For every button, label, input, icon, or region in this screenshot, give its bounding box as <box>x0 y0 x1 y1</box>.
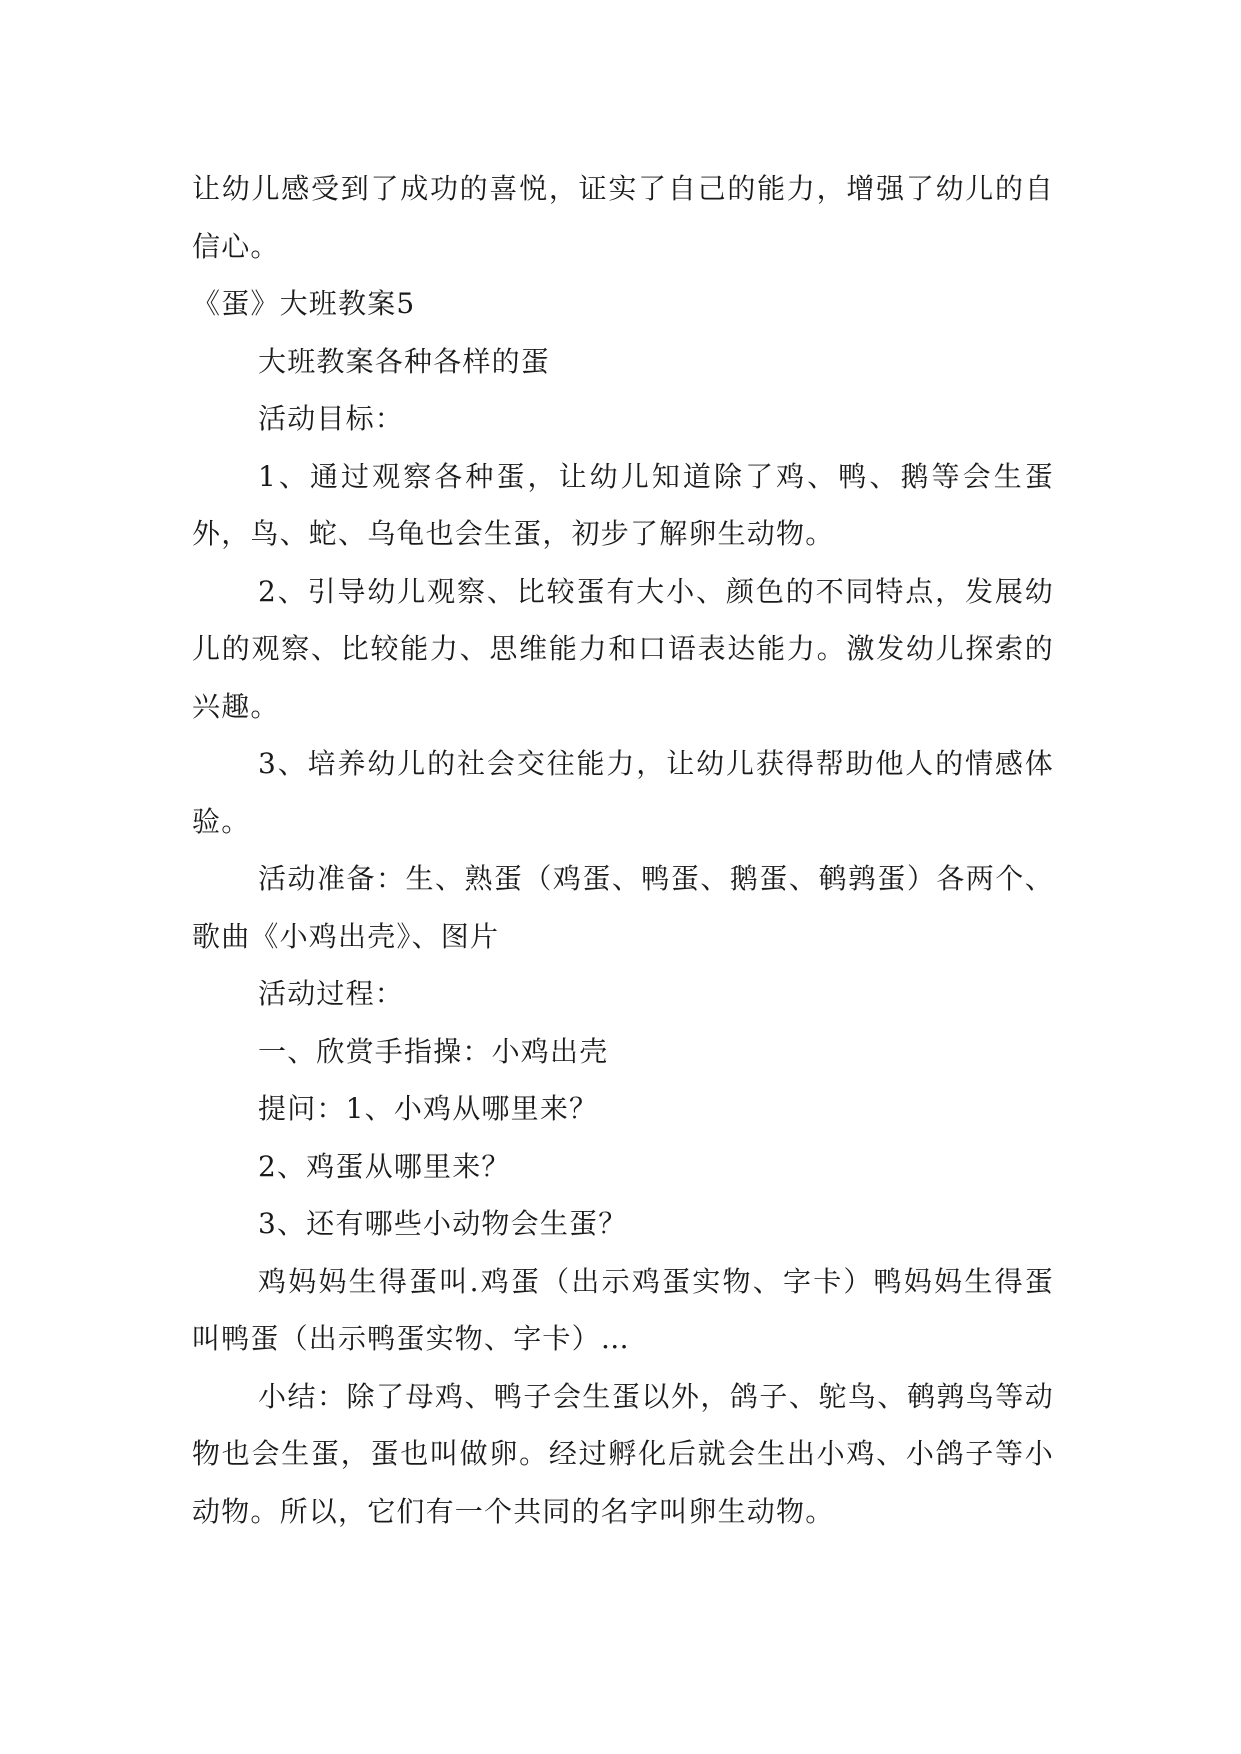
section-heading: 《蛋》大班教案5 <box>192 287 416 320</box>
question-2: 2、鸡蛋从哪里来？ <box>258 1149 511 1183</box>
objectives-heading: 活动目标： <box>258 402 405 435</box>
objective-1: 1、通过观察各种蛋，让幼儿知道除了鸡、鸭、鹅等会生蛋外，鸟、蛇、乌龟也会生蛋，初步了解卵生动物。 <box>192 459 1054 550</box>
process-heading: 活动过程： <box>258 977 405 1010</box>
summary: 小结：除了母鸡、鸭子会生蛋以外，鸽子、鸵鸟、鹌鹑鸟等动物也会生蛋，蛋也叫做卵。经过孵化后就会生出小鸡、小鸽子等小动物。所以，它们有一个共同的名字叫卵生动物。 <box>192 1379 1054 1528</box>
process-step-1: 一、欣赏手指操：小鸡出壳 <box>258 1034 609 1068</box>
objective-2: 2、引导幼儿观察、比较蛋有大小、颜色的不同特点，发展幼儿的观察、比较能力、思维能力和口语表达能力。激发幼儿探索的兴趣。 <box>192 574 1054 723</box>
egg-naming: 鸡妈妈生得蛋叫.鸡蛋（出示鸡蛋实物、字卡）鸭妈妈生得蛋叫鸭蛋（出示鸭蛋实物、字卡）… <box>192 1264 1054 1355</box>
question-1: 提问：1、小鸡从哪里来？ <box>258 1092 599 1125</box>
document-body <box>192 160 1054 1540</box>
paragraph-intro-continuation: 让幼儿感受到了成功的喜悦，证实了自己的能力，增强了幼儿的自信心。 <box>192 172 1054 263</box>
lesson-title: 大班教案各种各样的蛋 <box>258 344 551 378</box>
objective-3: 3、培养幼儿的社会交往能力，让幼儿获得帮助他人的情感体验。 <box>192 747 1054 838</box>
preparation: 活动准备：生、熟蛋（鸡蛋、鸭蛋、鹅蛋、鹌鹑蛋）各两个、歌曲《小鸡出壳》、图片 <box>192 862 1054 953</box>
question-3: 3、还有哪些小动物会生蛋？ <box>258 1207 628 1240</box>
